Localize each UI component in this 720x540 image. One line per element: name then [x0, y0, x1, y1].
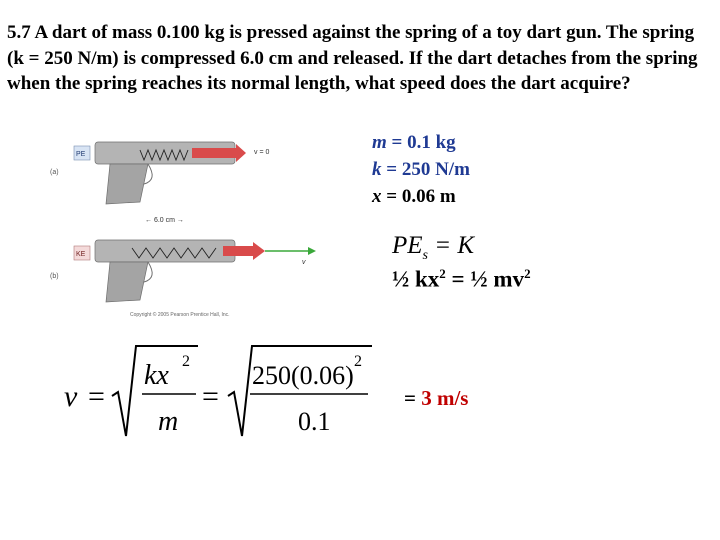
formula-kx: kx	[144, 360, 169, 391]
given-x-var: x	[372, 186, 382, 207]
copyright-text: Copyright © 2005 Pearson Prentice Hall, Inc.	[130, 312, 230, 318]
pe-subscript: s	[422, 248, 428, 263]
ke-tag-label: KE	[76, 251, 86, 258]
dart-tip-b	[253, 242, 265, 260]
dart-a	[192, 148, 236, 158]
pe-tag-label: PE	[76, 151, 86, 158]
energy-equation-2	[392, 266, 531, 293]
formula-v: v	[64, 380, 78, 413]
spring-energy-term: ½ kx	[392, 266, 440, 292]
equals-k: = K	[428, 232, 475, 259]
given-k-var: k	[372, 159, 382, 180]
answer-prefix: =	[404, 386, 422, 410]
problem-number: 5.7	[7, 22, 31, 43]
kinetic-energy-exponent: 2	[524, 266, 531, 281]
given-spring-constant	[372, 159, 470, 181]
velocity-arrow-head	[308, 247, 316, 255]
problem-statement	[7, 20, 713, 97]
distance-label: ← 6.0 cm →	[145, 217, 184, 224]
given-mass-value: = 0.1 kg	[386, 132, 456, 153]
v-zero-label: v = 0	[254, 149, 270, 156]
formula-kx-exp: 2	[182, 353, 190, 370]
energy-equation-1	[392, 232, 474, 264]
dart-gun-figure	[40, 130, 330, 320]
kinetic-energy-term: = ½ mv	[445, 266, 525, 292]
velocity-formula	[62, 340, 402, 450]
given-x-value: = 0.06 m	[381, 186, 456, 207]
given-mass-var: m	[372, 132, 387, 153]
formula-num-exp: 2	[354, 353, 362, 370]
dart-tip-a	[236, 144, 246, 162]
gun-compressed	[50, 142, 269, 204]
formula-numerator: 250(0.06)	[252, 361, 354, 390]
formula-equals-2: =	[202, 380, 219, 413]
gun-grip-a	[106, 164, 148, 204]
v-final-label: v	[302, 259, 306, 266]
answer	[404, 386, 468, 411]
spring-energy-exponent: 2	[439, 266, 446, 281]
figure-label-b: (b)	[50, 273, 59, 280]
figure-label-a: (a)	[50, 169, 59, 176]
answer-value: 3 m/s	[421, 386, 469, 410]
given-k-value: = 250 N/m	[381, 159, 470, 180]
formula-denominator: 0.1	[298, 407, 331, 436]
problem-text: A dart of mass 0.100 kg is pressed against the spring of a toy dart gun. The spring (k = 250 N/m) is compressed 6.0 cm and released. If the dart detaches from the spring when the spring reaches its normal length, what speed does the dart acquire?	[7, 22, 698, 94]
given-compression	[372, 186, 456, 208]
gun-grip-b	[106, 262, 148, 302]
dart-b	[223, 246, 253, 256]
pe-symbol: PE	[392, 232, 423, 259]
gun-released	[50, 240, 316, 302]
given-mass	[372, 132, 456, 154]
formula-m: m	[158, 406, 179, 437]
formula-equals-1: =	[88, 380, 105, 413]
